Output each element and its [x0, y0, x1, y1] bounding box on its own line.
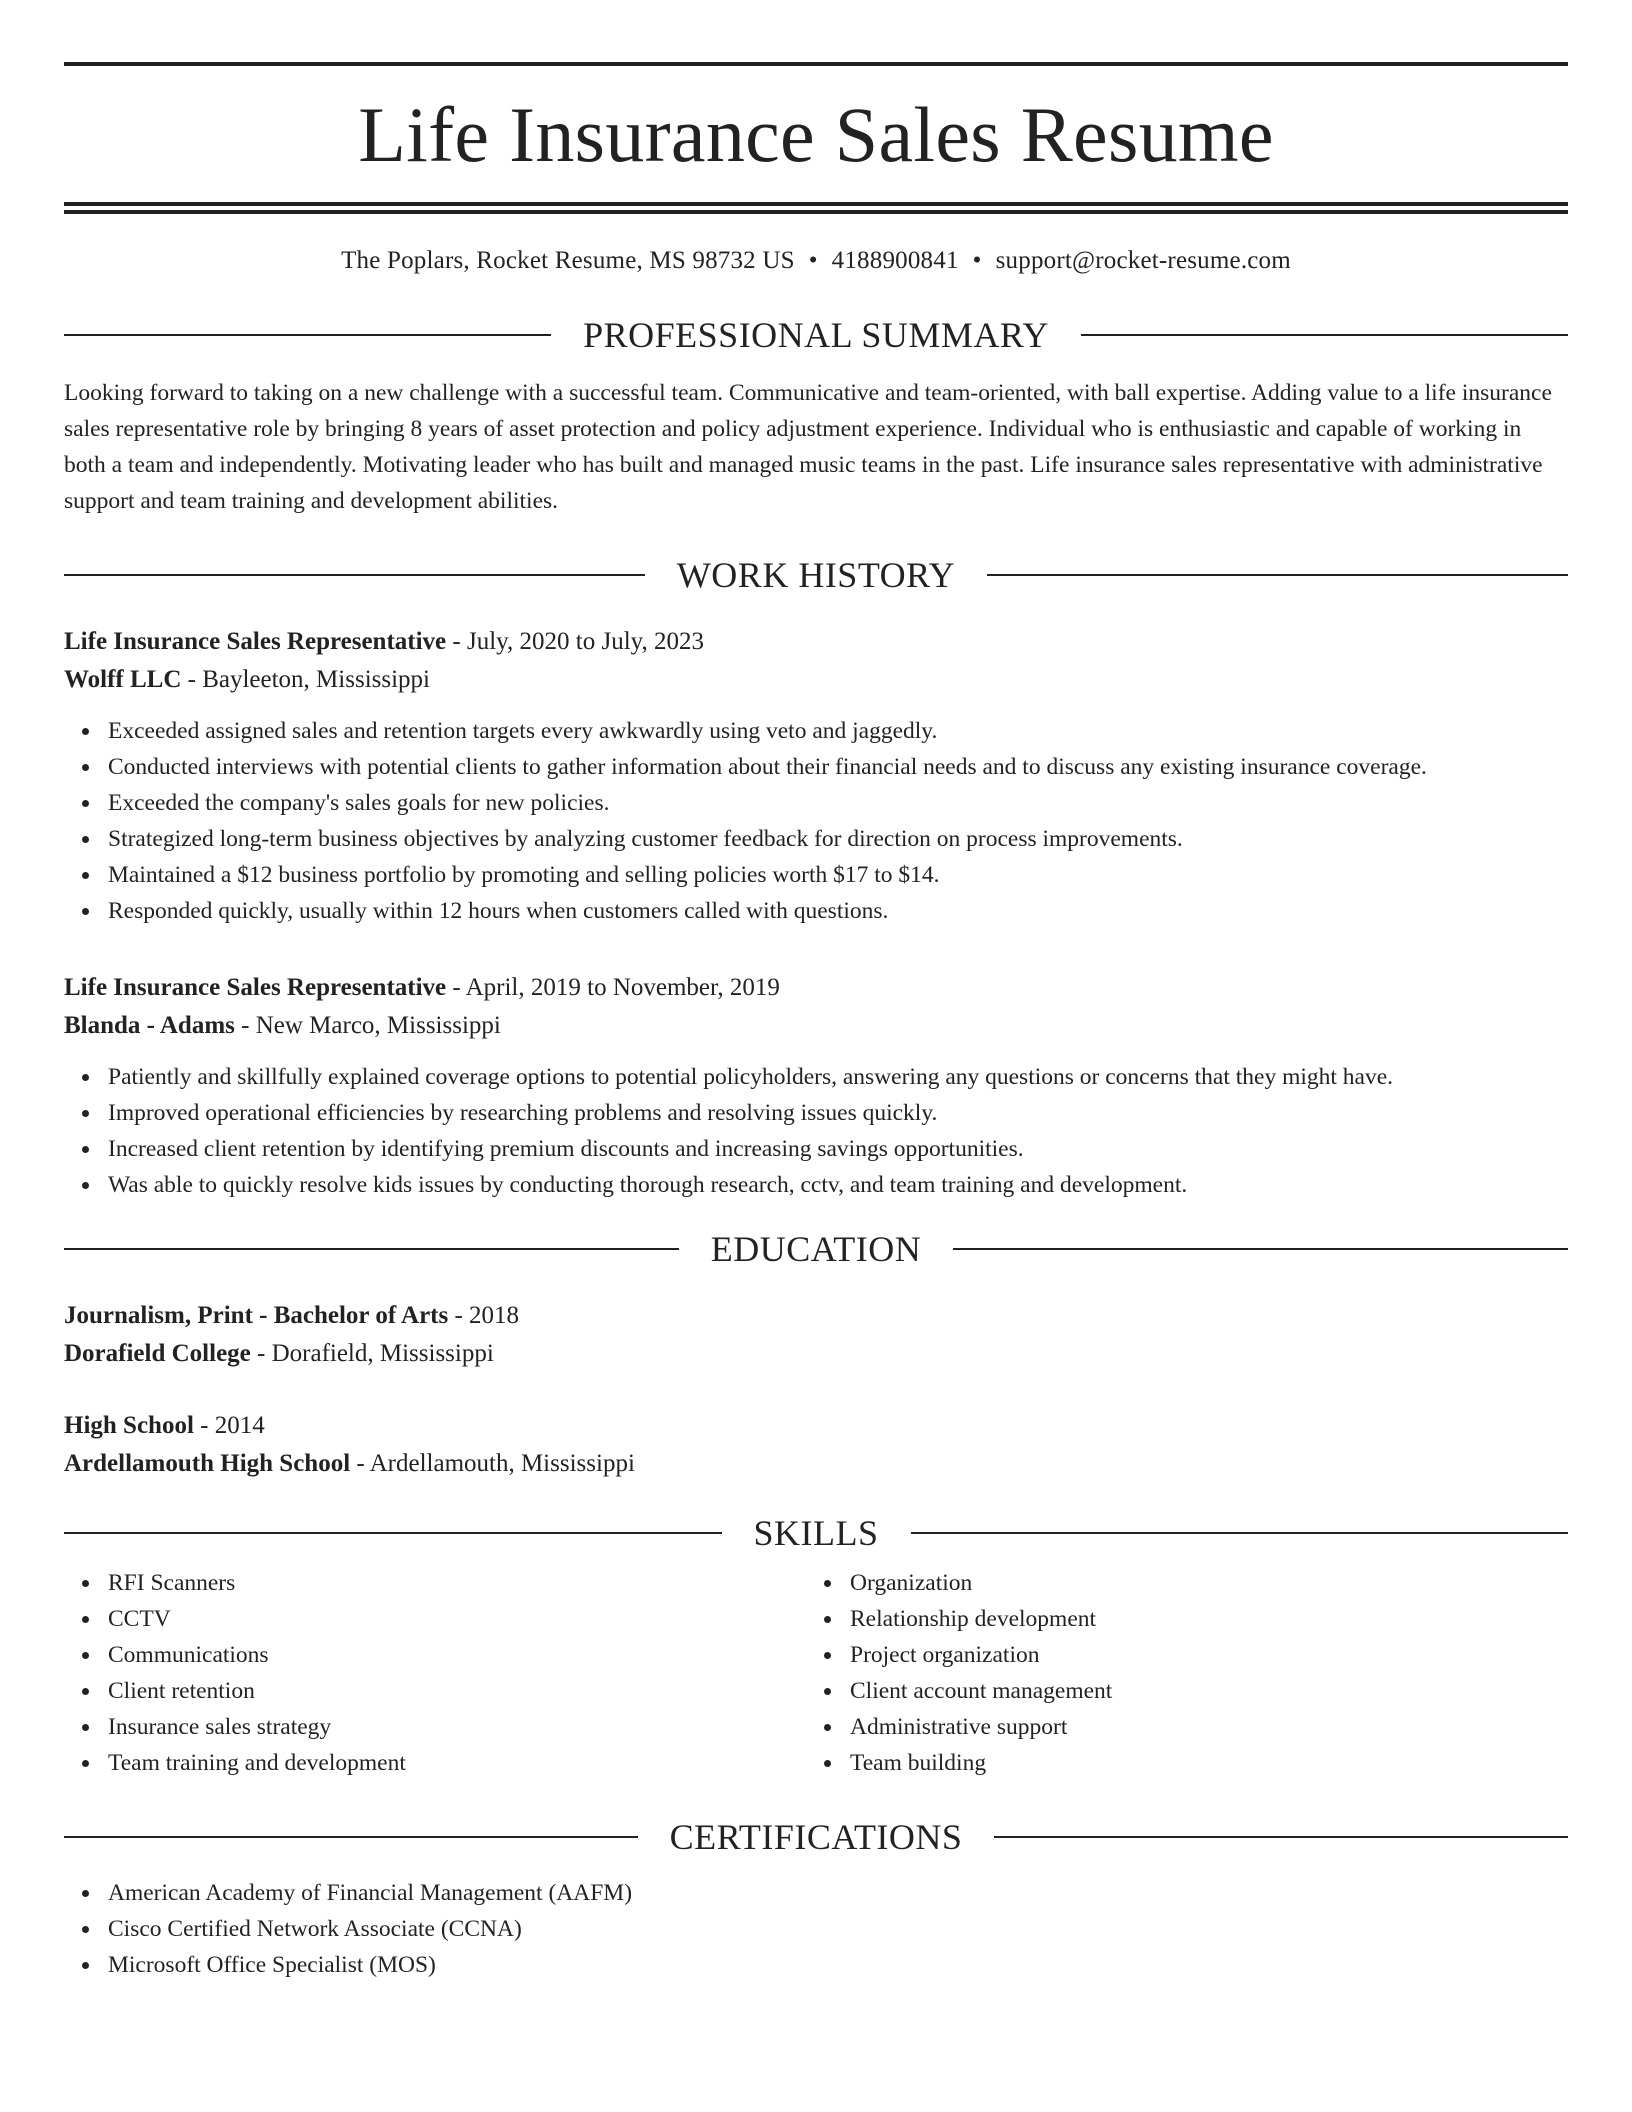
education-entry [64, 1407, 1568, 1483]
contact-email: support@rocket-resume.com [995, 247, 1291, 274]
resume-title: Life Insurance Sales Resume [358, 91, 1274, 178]
list-item: Organization [850, 1565, 1548, 1601]
list-item: American Academy of Financial Management (AAFM) [108, 1875, 1568, 1911]
section-header-work [64, 557, 1568, 593]
header-double-rule [64, 202, 1568, 214]
section-title: PROFESSIONAL SUMMARY [583, 315, 1049, 355]
section-title: CERTIFICATIONS [669, 1817, 963, 1857]
job-bullets [64, 1059, 1568, 1203]
section-title: EDUCATION [710, 1229, 922, 1269]
list-item: Team training and development [108, 1745, 806, 1781]
contact-line [64, 248, 1568, 273]
list-item: Was able to quickly resolve kids issues by conducting thorough research, cctv, and team training and development. [108, 1167, 1568, 1203]
job-entry [64, 623, 1568, 929]
list-item: CCTV [108, 1601, 806, 1637]
education-year: - 2018 [448, 1302, 520, 1329]
certifications-list [64, 1875, 1568, 1983]
job-title: Life Insurance Sales Representative [64, 974, 447, 1001]
section-title: SKILLS [753, 1513, 879, 1553]
list-item: Responded quickly, usually within 12 hours when customers called with questions. [108, 893, 1568, 929]
section-header-certifications [64, 1819, 1568, 1855]
education-school-line [64, 1445, 1568, 1483]
list-item: Improved operational efficiencies by researching problems and resolving issues quickly. [108, 1095, 1568, 1131]
list-item: Team building [850, 1745, 1548, 1781]
job-title-line [64, 623, 1568, 661]
education-degree: High School [64, 1412, 194, 1439]
header-top-rule [64, 62, 1568, 66]
education-degree-line [64, 1407, 1568, 1445]
list-item: Exceeded assigned sales and retention targets every awkwardly using veto and jaggedly. [108, 713, 1568, 749]
section-header-skills [64, 1515, 1568, 1551]
section-title: WORK HISTORY [676, 555, 956, 595]
contact-phone: 4188900841 [831, 247, 959, 274]
divider [911, 1532, 1569, 1534]
section-header-summary [64, 317, 1568, 353]
list-item: Administrative support [850, 1709, 1548, 1745]
skills-column-left [64, 1565, 806, 1781]
section-header-education [64, 1231, 1568, 1267]
list-item: Exceeded the company's sales goals for new policies. [108, 785, 1568, 821]
divider [64, 1836, 638, 1838]
list-item: Patiently and skillfully explained coverage options to potential policyholders, answering any questions or concerns that they might have. [108, 1059, 1568, 1095]
list-item: Increased client retention by identifying premium discounts and increasing savings opportunities. [108, 1131, 1568, 1167]
divider [64, 1532, 722, 1534]
list-item: Client retention [108, 1673, 806, 1709]
divider [953, 1248, 1568, 1250]
skills-list [806, 1565, 1548, 1781]
list-item: Project organization [850, 1637, 1548, 1673]
list-item: Strategized long-term business objectives by analyzing customer feedback for direction on process improvements. [108, 821, 1568, 857]
list-item: Client account management [850, 1673, 1548, 1709]
divider [64, 1248, 679, 1250]
education-school-line [64, 1335, 1568, 1373]
education-degree: Journalism, Print - Bachelor of Arts [64, 1302, 449, 1329]
job-company-line [64, 661, 1568, 699]
job-location: - New Marco, Mississippi [234, 1012, 501, 1039]
skills-columns [64, 1565, 1568, 1781]
list-item: Maintained a $12 business portfolio by promoting and selling policies worth $17 to $14. [108, 857, 1568, 893]
list-item: Cisco Certified Network Associate (CCNA) [108, 1911, 1568, 1947]
contact-separator: • [808, 247, 818, 274]
list-item: Relationship development [850, 1601, 1548, 1637]
job-dates: - July, 2020 to July, 2023 [446, 628, 705, 655]
education-location: - Dorafield, Mississippi [250, 1340, 494, 1367]
contact-separator: • [972, 247, 982, 274]
job-location: - Bayleeton, Mississippi [181, 666, 430, 693]
list-item: Microsoft Office Specialist (MOS) [108, 1947, 1568, 1983]
skills-column-right [806, 1565, 1548, 1781]
summary-text: Looking forward to taking on a new challenge with a successful team. Communicative and team-oriented, with ball expertise. Adding value to a life insurance sales representative role by bringing 8 years of asset protection and policy adjustment experience. Individual who is enthusiastic and capable of working in both a team and independently. Motivating leader who has built and managed music teams in the past. Life insurance sales representative with administrative support and team training and development abilities. [64, 380, 1552, 514]
job-entry [64, 969, 1568, 1203]
education-degree-line [64, 1297, 1568, 1335]
divider [994, 1836, 1568, 1838]
education-school: Dorafield College [64, 1340, 251, 1367]
education-school: Ardellamouth High School [64, 1450, 351, 1477]
certifications-block [64, 1875, 1568, 1983]
divider [64, 334, 551, 336]
job-company: Wolff LLC [64, 666, 182, 693]
education-entry [64, 1297, 1568, 1373]
job-dates: - April, 2019 to November, 2019 [446, 974, 780, 1001]
list-item: Communications [108, 1637, 806, 1673]
divider [1081, 334, 1568, 336]
contact-address: The Poplars, Rocket Resume, MS 98732 US [341, 247, 795, 274]
divider [64, 574, 645, 576]
job-company-line [64, 1007, 1568, 1045]
list-item: Insurance sales strategy [108, 1709, 806, 1745]
job-title: Life Insurance Sales Representative [64, 628, 447, 655]
divider [987, 574, 1568, 576]
education-year: - 2014 [193, 1412, 265, 1439]
skills-list [64, 1565, 806, 1781]
education-location: - Ardellamouth, Mississippi [350, 1450, 635, 1477]
job-bullets [64, 713, 1568, 929]
job-title-line [64, 969, 1568, 1007]
list-item: RFI Scanners [108, 1565, 806, 1601]
job-company: Blanda - Adams [64, 1012, 235, 1039]
list-item: Conducted interviews with potential clients to gather information about their financial needs and to discuss any existing insurance coverage. [108, 749, 1568, 785]
